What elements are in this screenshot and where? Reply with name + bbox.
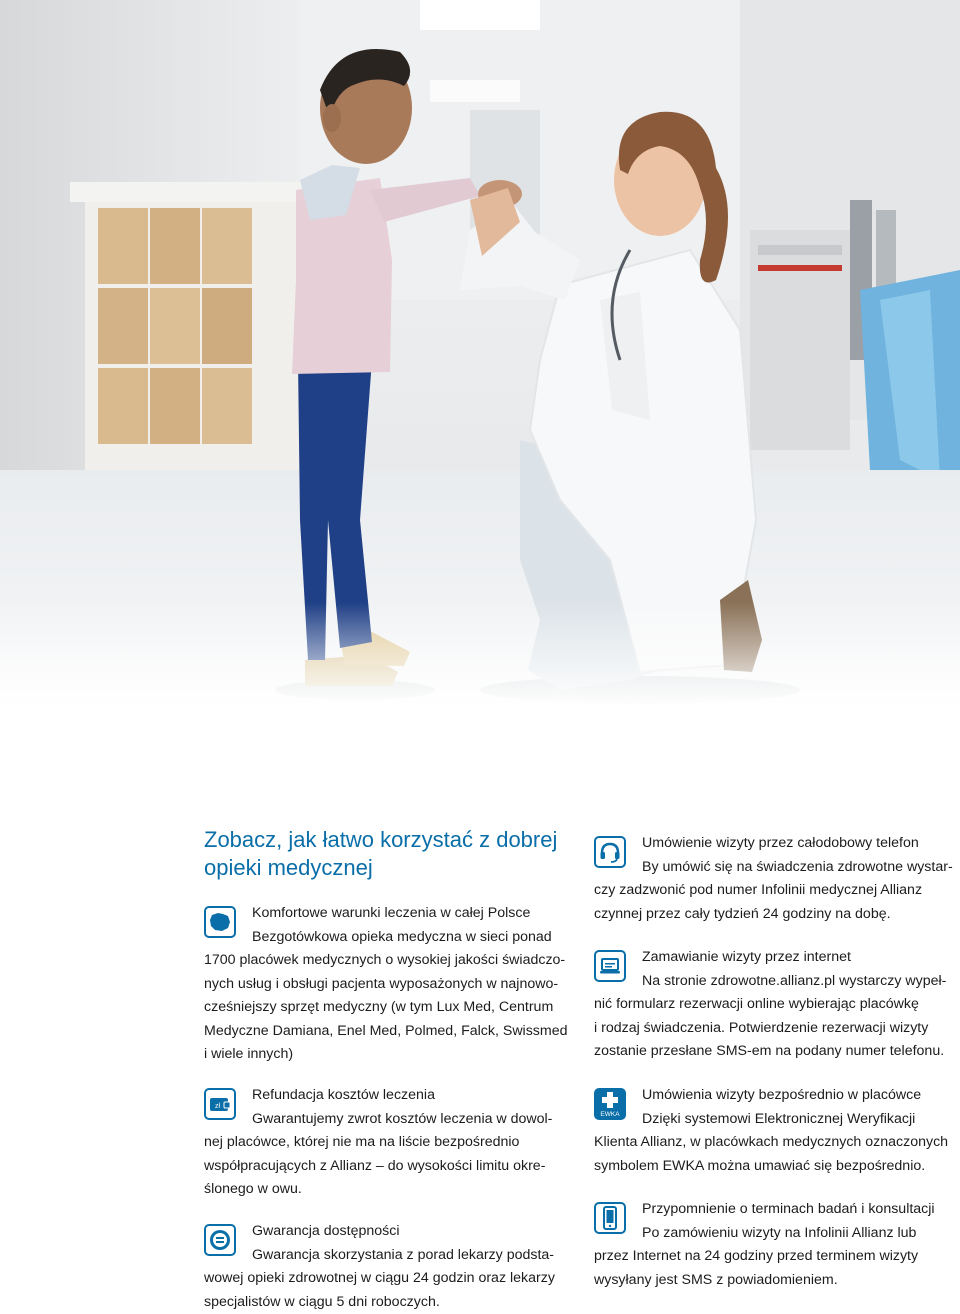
- feature-body-line: Medyczne Damiana, Enel Med, Polmed, Falck, Swissmed: [204, 1020, 576, 1044]
- feature-body-line: specjalistów w ciągu 5 dni roboczych.: [204, 1291, 576, 1314]
- feature-body-first-line: Na stronie zdrowotne.allianz.pl wystarczy wypeł-: [594, 970, 956, 994]
- headset-phone-icon: [594, 836, 626, 868]
- feature-body-line: wowej opieki zdrowotnej w ciągu 24 godzin oraz lekarzy: [204, 1267, 576, 1291]
- refund-icon-label: zł: [215, 1103, 221, 1110]
- feature-title: Umówienie wizyty przez całodobowy telefon: [594, 832, 956, 856]
- feature-body-line: wysyłany jest SMS z powiadomieniem.: [594, 1269, 956, 1293]
- feature-body-first-line: Gwarantujemy zwrot kosztów leczenia w dowol-: [204, 1108, 576, 1132]
- heading-line-1: Zobacz, jak łatwo korzystać z dobrej: [204, 827, 557, 852]
- refund-wallet-icon: [204, 1088, 236, 1120]
- feature-body-line: i rodzaj świadczenia. Potwierdzenie rezerwacji wizyty: [594, 1017, 956, 1041]
- feature-body-first-line: By umówić się na świadczenia zdrowotne wystar-: [594, 856, 956, 880]
- ewka-cross-icon: [594, 1088, 626, 1120]
- feature-body-line: cześniejszy sprzęt medyczny (w tym Lux Med, Centrum: [204, 996, 576, 1020]
- feature-body-first-line: Po zamówieniu wizyty na Infolinii Allianz lub: [594, 1222, 956, 1246]
- feature-body-line: ślonego w owu.: [204, 1178, 576, 1202]
- feature-title: Przypomnienie o terminach badań i konsultacji: [594, 1198, 956, 1222]
- feature-body-line: nić formularz rezerwacji online wybierając placówkę: [594, 993, 956, 1017]
- feature-body-first-line: Bezgotówkowa opieka medyczna w sieci ponad: [204, 926, 576, 950]
- feature-body-line: symbolem EWKA można umawiać się bezpośrednio.: [594, 1155, 956, 1179]
- poland-map-icon: [204, 906, 236, 938]
- page-heading: [204, 826, 584, 882]
- feature-direct-booking: [594, 1084, 956, 1178]
- feature-title: Komfortowe warunki leczenia w całej Polsce: [204, 902, 576, 926]
- feature-body-line: nych usług i obsługi pacjenta wyposażonych w najnowo-: [204, 973, 576, 997]
- feature-title: Umówienia wizyty bezpośrednio w placówce: [594, 1084, 956, 1108]
- feature-title: Zamawianie wizyty przez internet: [594, 946, 956, 970]
- feature-body-line: współpracujących z Allianz – do wysokości limitu okre-: [204, 1155, 576, 1179]
- feature-phone-booking: [594, 832, 956, 926]
- feature-body-line: nej placówce, której nie ma na liście bezpośrednio: [204, 1131, 576, 1155]
- feature-availability: [204, 1220, 576, 1314]
- feature-sms-reminder: [594, 1198, 956, 1292]
- feature-body-line: zostanie przesłane SMS-em na podany numer telefonu.: [594, 1040, 956, 1064]
- feature-body-line: 1700 placówek medycznych o wysokiej jakości świadczo-: [204, 949, 576, 973]
- feature-body-first-line: Dzięki systemowi Elektronicznej Weryfikacji: [594, 1108, 956, 1132]
- availability-clock-icon: [204, 1224, 236, 1256]
- feature-body-line: czynnej przez cały tydzień 24 godziny na dobę.: [594, 903, 956, 927]
- feature-body-first-line: Gwarancja skorzystania z porad lekarzy podsta-: [204, 1244, 576, 1268]
- feature-nationwide-care: [204, 902, 576, 1067]
- feature-body-line: i wiele innych): [204, 1043, 576, 1067]
- feature-online-booking: [594, 946, 956, 1064]
- smartphone-icon: [594, 1202, 626, 1234]
- feature-body-line: przez Internet na 24 godziny przed terminem wizyty: [594, 1245, 956, 1269]
- feature-body-line: czy zadzwonić pod numer Infolinii medycznej Allianz: [594, 879, 956, 903]
- feature-title: Refundacja kosztów leczenia: [204, 1084, 576, 1108]
- feature-refund: [204, 1084, 576, 1202]
- heading-line-2: opieki medycznej: [204, 855, 373, 880]
- laptop-icon: [594, 950, 626, 982]
- feature-body-line: Klienta Allianz, w placówkach medycznych oznaczonych: [594, 1131, 956, 1155]
- ewka-label: EWKA: [600, 1111, 620, 1118]
- feature-title: Gwarancja dostępności: [204, 1220, 576, 1244]
